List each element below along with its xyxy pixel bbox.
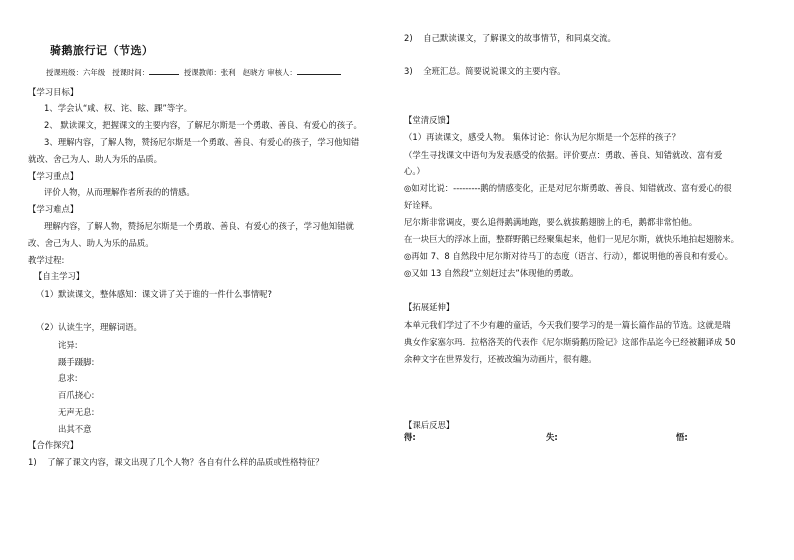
word-1: 诧异: xyxy=(58,340,78,350)
feedback-5: 在一块巨大的浮冰上面，整群野鹅已经聚集起来，他们一见尼尔斯，就快乐地拍起翅膀来。 xyxy=(404,234,739,244)
cooperation-text: 了解了课文内容，课文出现了几个人物？各自有什么样的品质或性格特征？ xyxy=(47,457,324,467)
reviewer-label: 赵晓方 审核人： xyxy=(242,68,297,77)
word-6: 出其不意 xyxy=(58,424,92,434)
difficulty-line-2: 改、舍己为人、助人为乐的品质。 xyxy=(28,238,154,248)
feedback-7: ◎又如 13 自然段“立刻赶过去”体现他的勇敢。 xyxy=(404,268,579,278)
goal-3-line-1: 3、理解内容，了解人物，赞扬尼尔斯是一个勇敢、善良、有爱心的孩子，学习他知错 xyxy=(44,137,360,147)
goal-3-line-2: 就改、舍己为人、助人为乐的品质。 xyxy=(28,154,162,164)
time-label: 授课时间： xyxy=(112,68,150,77)
question-2: （2）认读生字，理解词语。 xyxy=(36,322,142,332)
step-3-text: 全班汇总。简要说说课文的主要内容。 xyxy=(423,66,566,76)
feedback-2-line-1: （学生寻找课文中语句为发表感受的依据。评价要点：勇敢、善良、知错就改、富有爱 xyxy=(404,150,723,160)
insight-label: 悟: xyxy=(676,432,688,442)
extension-line-3: 余种文字在世界发行，还被改编为动画片，很有趣。 xyxy=(404,354,597,364)
class-label: 授课班级：六年级 xyxy=(46,68,106,77)
step-3 xyxy=(404,66,566,77)
feedback-3-line-2: 好诠释。 xyxy=(404,200,438,210)
page-title: 骑鹅旅行记（节选） xyxy=(50,44,154,57)
goals-header: 【学习目标】 xyxy=(28,87,79,97)
cooperation-header: 【合作探究】 xyxy=(28,440,79,450)
teacher-label: 授课教师：张利 xyxy=(183,68,236,77)
extension-line-1: 本单元我们学过了不少有趣的童话，今天我们要学习的是一篇长篇作品的节选。这就是瑞 xyxy=(404,320,731,330)
goal-2: 2、 默读课文，把握课文的主要内容，了解尼尔斯是一个勇敢、善良、有爱心的孩子。 xyxy=(44,120,362,130)
feedback-2-line-2: 心。） xyxy=(404,166,425,176)
word-5: 无声无息: xyxy=(58,407,95,417)
process-label: 教学过程: xyxy=(28,255,65,265)
cooperation-number: 1) xyxy=(28,457,37,467)
key-header: 【学习重点】 xyxy=(28,171,79,181)
self-study-header: 【自主学习】 xyxy=(34,271,85,281)
key-text: 评价人物，从而理解作者所表的的情感。 xyxy=(44,187,195,197)
feedback-1: （1）再读课文，感受人物。 集体讨论：你认为尼尔斯是一个怎样的孩子？ xyxy=(404,132,680,142)
word-2: 蹑手蹑脚: xyxy=(58,357,95,367)
lesson-meta xyxy=(46,66,341,78)
word-3: 息求: xyxy=(58,373,78,383)
reviewer-blank xyxy=(297,66,341,75)
feedback-3-line-1: ◎如对比说：---------鹅的情感变化，正是对尼尔斯勇敢、善良、知错就改、富有爱心的很 xyxy=(404,183,732,193)
feedback-header: 【堂清反馈】 xyxy=(404,115,455,125)
cooperation-question xyxy=(28,457,324,468)
feedback-6: ◎再如 7、8 自然段中尼尔斯对待马丁的态度（语言、行动），都说明他的善良和有爱心。 xyxy=(404,251,733,261)
gain-label: 得: xyxy=(404,432,416,442)
question-1: （1）默读课文，整体感知：课文讲了关于谁的一件什么事情呢? xyxy=(36,289,272,299)
step-2-text: 自己默读课文，了解课文的故事情节，和同桌交流。 xyxy=(423,33,616,43)
reflection-header: 【课后反思】 xyxy=(404,420,455,430)
difficulty-header: 【学习难点】 xyxy=(28,204,79,214)
extension-header: 【拓展延伸】 xyxy=(404,302,455,312)
extension-line-2: 典女作家塞尔玛．拉格洛芙的代表作《尼尔斯骑鹅历险记》这部作品迄今已经被翻译成 50 xyxy=(404,337,736,347)
goal-1: 1、学会认“咸、权、诧、眩、踝”等字。 xyxy=(44,103,193,113)
step-2-number: 2) xyxy=(404,33,413,43)
time-blank xyxy=(149,66,179,75)
step-2 xyxy=(404,33,616,44)
feedback-4: 尼尔斯非常调皮，要么追得鹅满地跑，要么就拔鹅翅膀上的毛，鹅都非常怕他。 xyxy=(404,217,698,227)
word-4: 百爪挠心: xyxy=(58,390,95,400)
step-3-number: 3) xyxy=(404,66,413,76)
loss-label: 失: xyxy=(546,432,558,442)
difficulty-line-1: 理解内容，了解人物，赞扬尼尔斯是一个勇敢、善良、有爱心的孩子，学习他知错就 xyxy=(44,221,354,231)
